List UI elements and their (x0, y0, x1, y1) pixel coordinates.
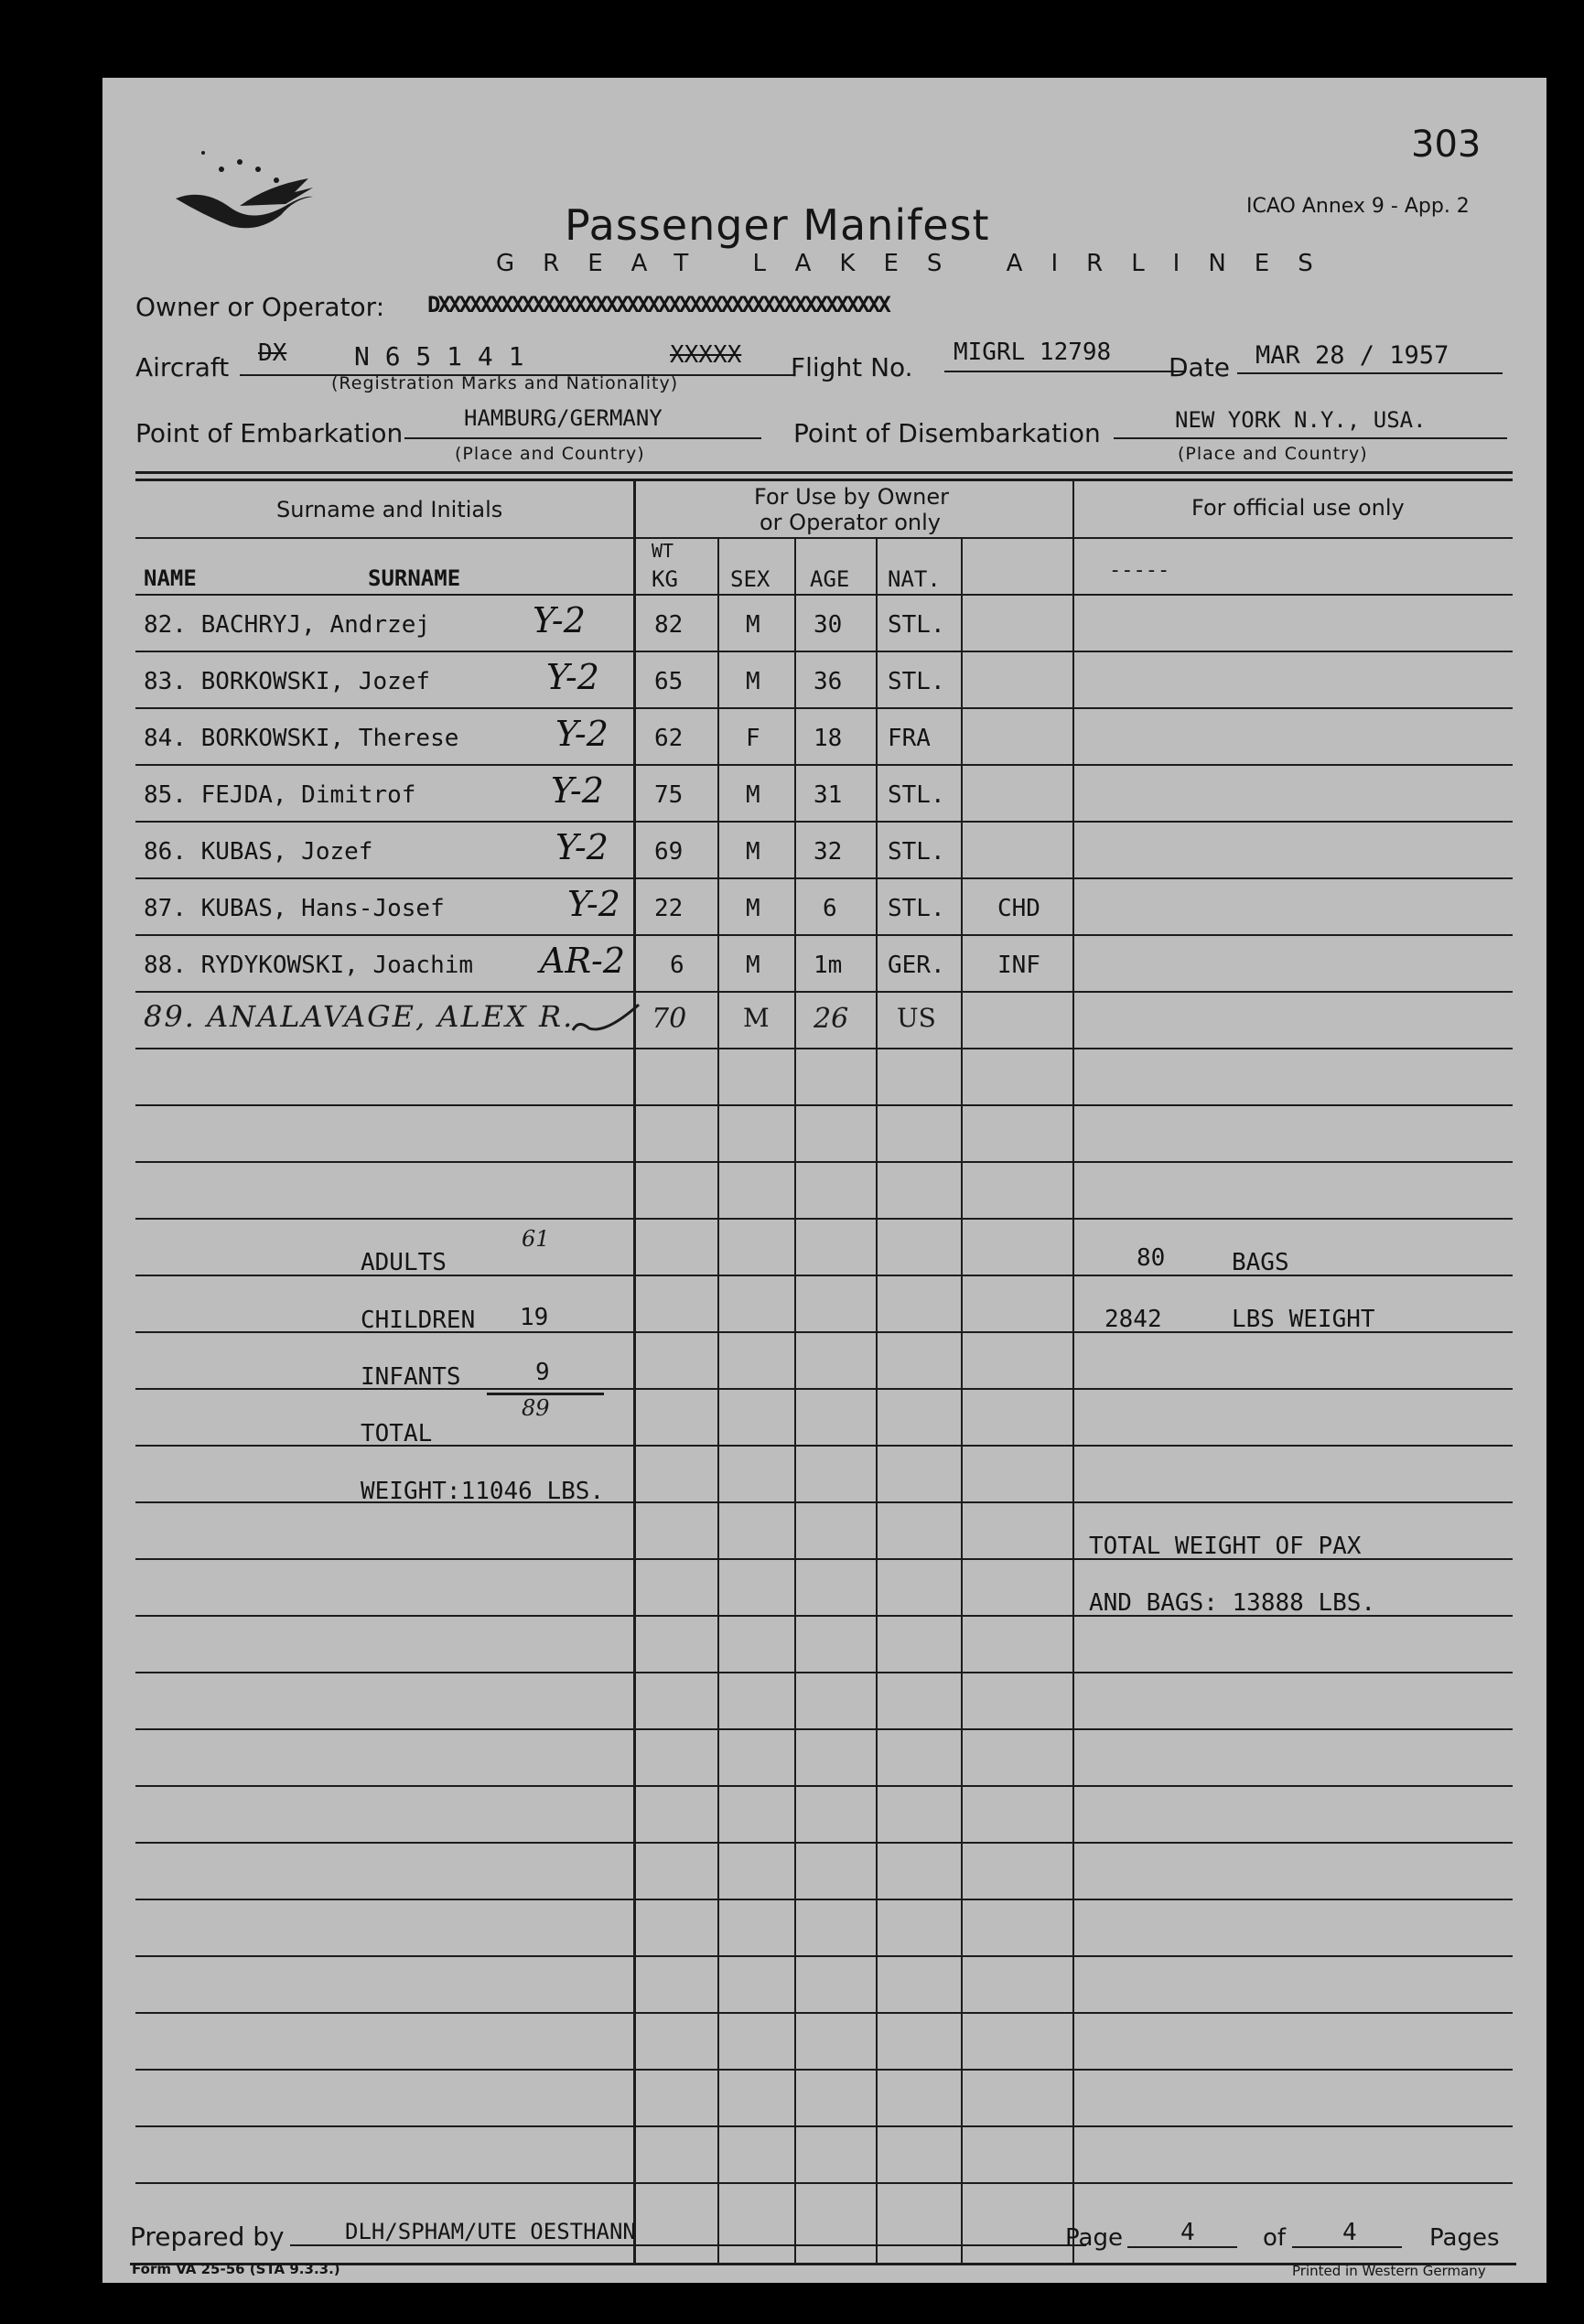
passenger-nationality: US (897, 1003, 936, 1033)
flight-number: MIGRL 12798 (954, 339, 1112, 366)
passenger-initials: Y-2 (555, 827, 609, 867)
table-row-line (135, 1955, 1513, 1957)
passenger-age: 31 (814, 781, 843, 809)
passenger-initials: Y-2 (551, 770, 604, 811)
nat-column-header: NAT. (888, 566, 941, 592)
bags-weight-label: LBS WEIGHT (1232, 1306, 1375, 1333)
passenger-age: 18 (814, 725, 843, 752)
passenger-initials: Y-2 (567, 884, 620, 924)
passenger-row (102, 880, 1546, 937)
disembarkation-value: NEW YORK N.Y., USA. (1175, 407, 1427, 433)
passenger-initials: Y-2 (555, 714, 609, 754)
passenger-weight: 6 (670, 952, 684, 979)
date-label: Date (1169, 352, 1230, 382)
table-row-line (135, 1161, 1513, 1163)
airline-logo-icon (167, 142, 322, 242)
children-label: CHILDREN (361, 1307, 476, 1334)
manifest-sheet (102, 78, 1546, 2283)
table-row-line (135, 1728, 1513, 1730)
aircraft-registration: N 6 5 1 4 1 (354, 341, 524, 371)
adults-value: 61 (522, 1226, 550, 1252)
total-pages-value: 4 (1342, 2219, 1357, 2246)
passenger-row (102, 653, 1546, 710)
passenger-note: INF (997, 952, 1040, 979)
passenger-name: 85. FEJDA, Dimitrof (144, 781, 416, 809)
passenger-sex: F (746, 725, 760, 752)
disembarkation-label: Point of Disembarkation (793, 418, 1101, 448)
passenger-sex: M (746, 668, 760, 695)
passenger-row (102, 937, 1546, 994)
total-value: 89 (522, 1395, 550, 1421)
passenger-note: CHD (997, 895, 1040, 922)
table-row-line (135, 1275, 1513, 1276)
passenger-row (102, 994, 1546, 1050)
passenger-weight: 75 (654, 781, 684, 809)
name-column-header: NAME (144, 565, 197, 591)
handwritten-mark-icon (569, 1001, 642, 1038)
prepared-by-value: DLH/SPHAM/UTE OESTHANN (345, 2219, 636, 2244)
passenger-age: 36 (814, 668, 843, 695)
passenger-nationality: FRA (888, 725, 931, 752)
printed-in: Printed in Western Germany (1292, 2263, 1486, 2279)
passenger-sex: M (746, 781, 760, 809)
passenger-nationality: GER. (888, 952, 945, 979)
embarkation-caption: (Place and Country) (455, 444, 645, 464)
table-row-line (135, 1388, 1513, 1390)
passenger-nationality: STL. (888, 668, 945, 695)
passenger-weight: 82 (654, 611, 684, 639)
infants-label: INFANTS (361, 1363, 461, 1391)
adults-label: ADULTS (361, 1249, 447, 1276)
date-value: MAR 28 / 1957 (1255, 341, 1449, 370)
table-row-line (135, 1104, 1513, 1106)
passenger-age: 32 (814, 838, 843, 866)
table-row-line (135, 1218, 1513, 1220)
table-row-line (135, 2182, 1513, 2184)
wt-column-header: WT (652, 540, 674, 562)
passenger-weight: 22 (654, 895, 684, 922)
total-label: TOTAL (361, 1420, 433, 1447)
passenger-initials: Y-2 (546, 657, 599, 697)
page-value: 4 (1180, 2219, 1195, 2246)
owner-operator-label: Owner or Operator: (135, 292, 385, 322)
form-reference: Form VA 25-56 (STA 9.3.3.) (132, 2261, 340, 2277)
passenger-nationality: STL. (888, 895, 945, 922)
table-row-line (135, 1672, 1513, 1673)
of-label: of (1263, 2224, 1287, 2252)
kg-column-header: KG (652, 566, 678, 592)
passenger-nationality: STL. (888, 611, 945, 639)
aircraft-struck: XXXXX (670, 341, 742, 369)
passenger-row (102, 767, 1546, 823)
bags-label: BAGS (1232, 1249, 1289, 1276)
pages-label: Pages (1429, 2224, 1500, 2252)
passenger-age: 30 (814, 611, 843, 639)
passenger-weight: 69 (654, 838, 684, 866)
passenger-initials: Y-2 (533, 600, 586, 640)
passenger-weight: 62 (654, 725, 684, 752)
table-row-line (135, 1445, 1513, 1447)
table-row-line (135, 594, 1513, 596)
passenger-nationality: STL. (888, 838, 945, 866)
passenger-name: 86. KUBAS, Jozef (144, 838, 373, 866)
table-row-line (135, 1842, 1513, 1844)
passenger-weight: 70 (652, 1003, 687, 1035)
passenger-sex: M (746, 952, 760, 979)
passenger-sex: M (746, 895, 760, 922)
flight-label: Flight No. (791, 352, 913, 382)
owner-use-header-1: For Use by Owner (754, 484, 950, 510)
official-use-header: For official use only (1191, 495, 1405, 521)
airline-name: GREAT LAKES AIRLINES (496, 250, 1342, 277)
passenger-row (102, 710, 1546, 767)
passenger-age: 1m (814, 952, 843, 979)
disembarkation-caption: (Place and Country) (1178, 444, 1368, 464)
age-column-header: AGE (810, 566, 850, 592)
passenger-name: 82. BACHRYJ, Andrzej (144, 611, 431, 639)
embarkation-label: Point of Embarkation (135, 418, 404, 448)
table-row-line (135, 1501, 1513, 1503)
table-row-line (135, 1899, 1513, 1900)
icao-reference: ICAO Annex 9 - App. 2 (1246, 195, 1470, 218)
passenger-nationality: STL. (888, 781, 945, 809)
passenger-name: 87. KUBAS, Hans-Josef (144, 895, 445, 922)
form-title: Passenger Manifest (565, 200, 990, 250)
table-row-line (135, 2125, 1513, 2127)
passenger-name: 88. RYDYKOWSKI, Joachim (144, 952, 474, 979)
page-label: Page (1065, 2224, 1123, 2252)
passenger-sex: M (746, 611, 760, 639)
passenger-name: 84. BORKOWSKI, Therese (144, 725, 459, 752)
table-row-line (135, 1785, 1513, 1787)
passenger-name: 89. ANALAVAGE, ALEX R. (144, 999, 575, 1034)
passenger-row (102, 823, 1546, 880)
passenger-age: 26 (814, 1003, 849, 1035)
passenger-name: 83. BORKOWSKI, Jozef (144, 668, 431, 695)
infants-value: 9 (535, 1359, 550, 1386)
passenger-sex: M (746, 838, 760, 866)
table-row-line (135, 2012, 1513, 2014)
passenger-age: 6 (823, 895, 837, 922)
aircraft-caption: (Registration Marks and Nationality) (331, 373, 679, 393)
passenger-row (102, 597, 1546, 653)
passenger-initials: AR-2 (540, 941, 626, 981)
total-weight: WEIGHT:11046 LBS. (361, 1478, 605, 1505)
surname-initials-header: Surname and Initials (276, 497, 503, 522)
table-row-line (135, 2069, 1513, 2071)
total-pax-weight-line1: TOTAL WEIGHT OF PAX (1089, 1533, 1362, 1560)
aircraft-label: Aircraft (135, 352, 230, 382)
bags-weight-value: 2842 (1104, 1306, 1162, 1333)
owner-operator-value: DXXXXXXXXXXXXXXXXXXXXXXXXXXXXXXXXXXXXXXXXXXX (427, 292, 889, 317)
passenger-weight: 65 (654, 668, 684, 695)
children-value: 19 (520, 1304, 549, 1331)
surname-column-header: SURNAME (368, 565, 461, 591)
owner-use-header-2: or Operator only (760, 510, 941, 535)
embarkation-value: HAMBURG/GERMANY (464, 405, 663, 431)
total-pax-weight-line2: AND BAGS: 13888 LBS. (1089, 1589, 1376, 1617)
bags-count: 80 (1137, 1244, 1166, 1272)
official-dash: ----- (1109, 559, 1170, 582)
aircraft-prefix: DX (258, 339, 287, 367)
page-number: 303 (1411, 124, 1482, 166)
prepared-by-label: Prepared by (130, 2222, 285, 2252)
passenger-sex: M (743, 1003, 770, 1033)
sex-column-header: SEX (730, 566, 770, 592)
